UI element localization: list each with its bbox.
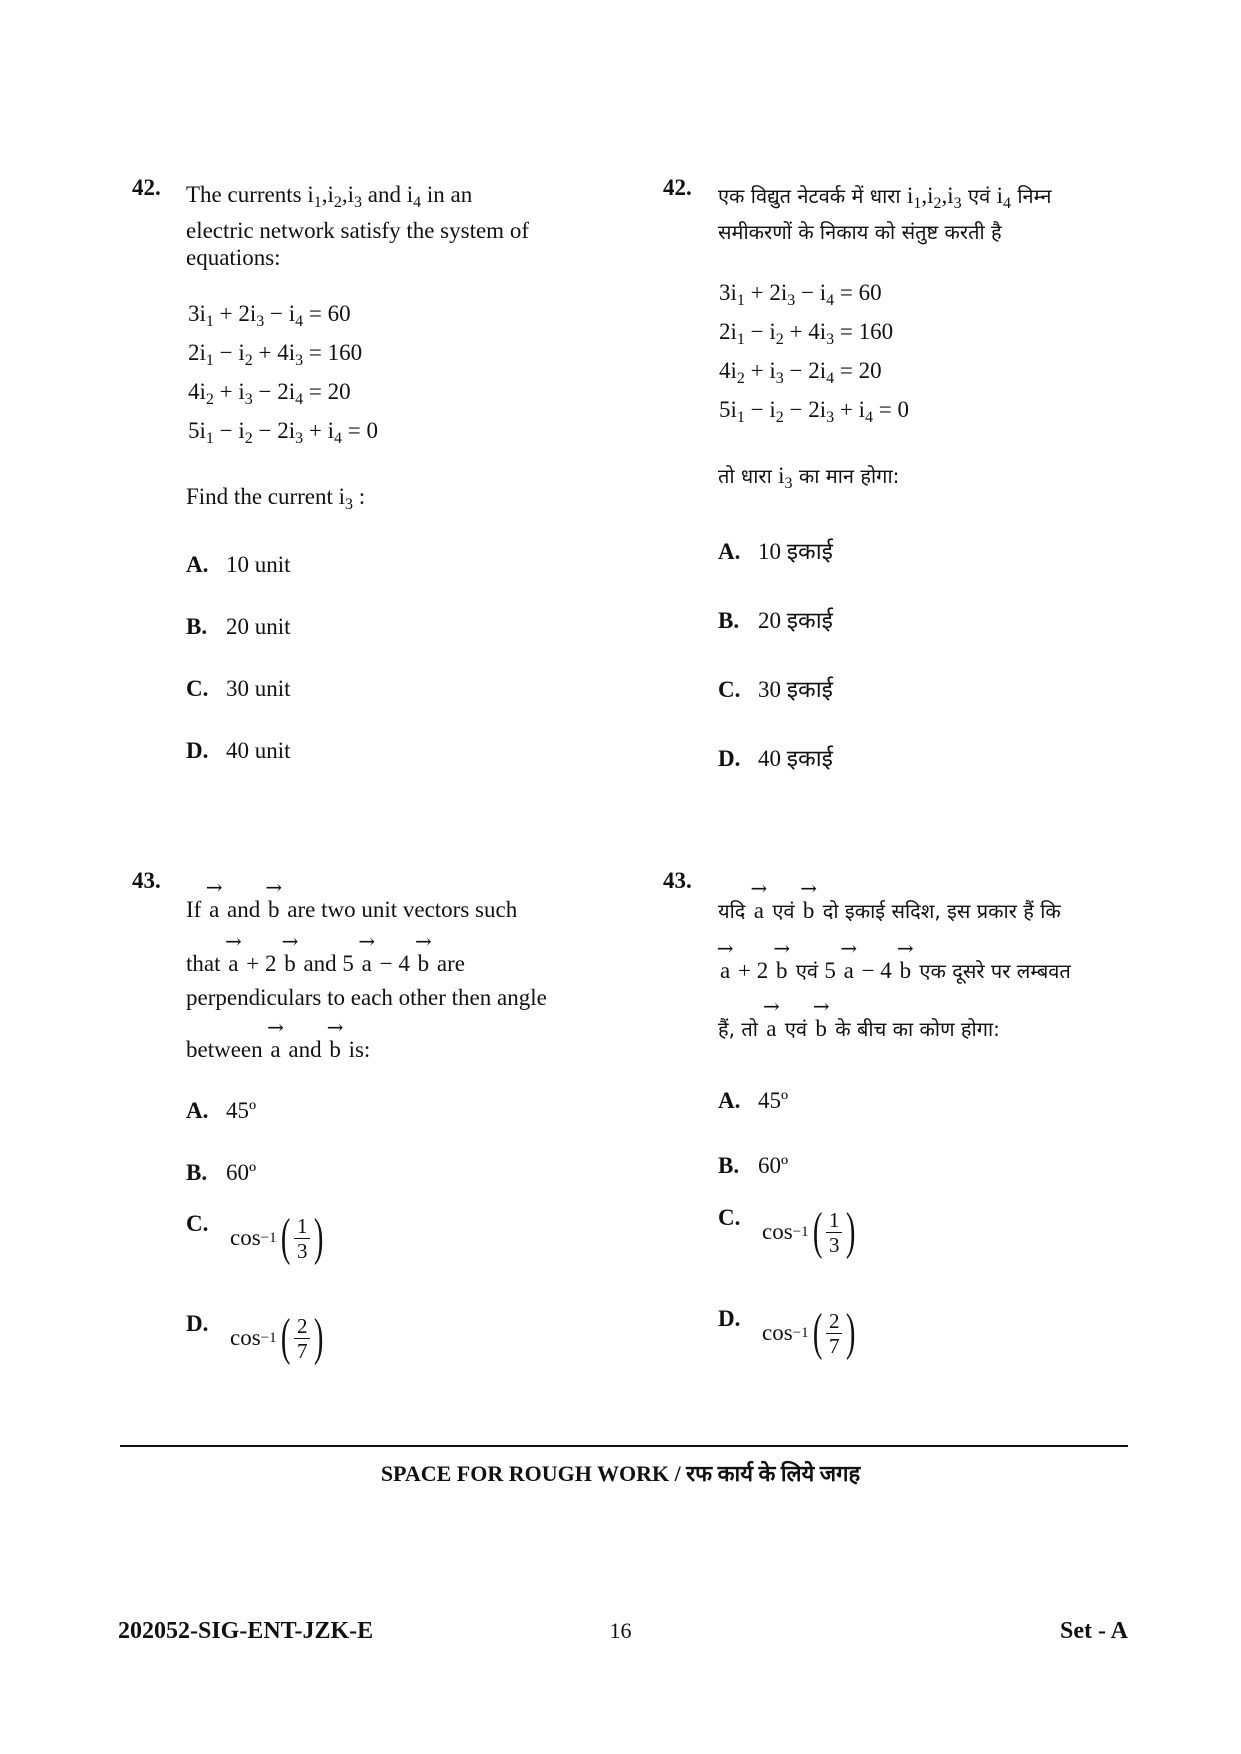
- vector-b: → b: [266, 897, 282, 923]
- equation-hi-3: $4i_2 + i_3 - 2i_4 = 20$: [719, 358, 882, 387]
- q42-option-c: C. 30 unit: [186, 676, 291, 701]
- equation-3: $4i_2 + i_3 - 2i_4 = 20$: [188, 379, 351, 408]
- footer-page-number: 16: [609, 1618, 632, 1643]
- question-42-number-hi: 42.: [663, 175, 692, 200]
- question-42-number: 42.: [132, 175, 161, 200]
- q43-option-a: A. 45º: [186, 1098, 257, 1123]
- q43-option-b: B. 60º: [186, 1160, 257, 1185]
- equation-hi-4: $5i_1 - i_2 - 2i_3 + i_4 = 0$: [719, 397, 909, 426]
- equation-4: $5i_1 - i_2 - 2i_3 + i_4 = 0$: [188, 418, 378, 447]
- equation-hi-2: $2i_1 - i_2 + 4i_3 = 160$: [719, 319, 894, 348]
- question-43-number: 43.: [132, 868, 161, 893]
- question-42-hi-find: तो धारा $i_3$ का मान होगा:: [718, 463, 900, 492]
- q43-hi-option-a: A. 45º: [718, 1088, 789, 1113]
- rough-work-divider: [120, 1445, 1128, 1447]
- question-43-stem-line2: that → a + 2 → b and 5 → a − 4 → b are: [186, 951, 465, 977]
- question-43-stem-line4: between → a and → b is:: [186, 1037, 370, 1063]
- question-42-find: Find the current $i_3$ :: [186, 484, 366, 513]
- q42-option-b: B. 20 unit: [186, 614, 291, 639]
- question-43-hi-stem-line3: हैं, तो → a एवं → b के बीच का कोण होगा:: [718, 1015, 1000, 1042]
- equation-hi-1: $3i_1 + 2i_3 - i_4 = 60$: [719, 280, 882, 309]
- q42-option-d: D. 40 unit: [186, 738, 291, 763]
- question-43-stem-line1: If → a and → b are two unit vectors such: [186, 897, 517, 923]
- q43-hi-option-c: C. cos −1 ( $\frac{1}{3}$ ): [718, 1203, 856, 1260]
- equation-1: $3i_1 + 2i_3 - i_4 = 60$: [188, 301, 351, 330]
- question-42-hi-stem-line2: समीकरणों के निकाय को संतुष्ट करती है: [718, 220, 1002, 244]
- vector-a: → a: [207, 897, 221, 923]
- question-42-hi-stem-line1: एक विद्युत नेटवर्क में धारा $i_1,i_2,i_3$ एवं $i_4$ निम्न: [718, 183, 1052, 212]
- q42-hi-option-b: B. 20 इकाई: [718, 608, 833, 633]
- q43-hi-option-d: D. cos −1 ( $\frac{2}{7}$ ): [718, 1304, 856, 1361]
- question-43-hi-stem-line1: यदि → a एवं → b दो इकाई सदिश, इस प्रकार हैं कि: [718, 897, 1061, 924]
- q42-hi-option-d: D. 40 इकाई: [718, 746, 833, 771]
- q43-hi-option-b: B. 60º: [718, 1153, 789, 1178]
- equation-2: $2i_1 - i_2 + 4i_3 = 160$: [188, 340, 363, 369]
- footer-paper-code: 202052-SIG-ENT-JZK-E: [118, 1618, 374, 1644]
- question-43-stem-line3: perpendiculars to each other then angle: [186, 985, 547, 1010]
- q43-option-d: D. cos −1 ( $\frac{2}{7}$ ): [186, 1309, 324, 1366]
- question-43-hi-stem-line2: → a + 2 → b एवं 5 → a − 4 → b एक दूसरे पर लम्बवत: [718, 957, 1071, 984]
- question-42-stem-line2: electric network satisfy the system of: [186, 218, 529, 243]
- q42-option-a: A. 10 unit: [186, 552, 291, 577]
- rough-work-label: SPACE FOR ROUGH WORK / रफ कार्य के लिये जगह: [380, 1461, 861, 1486]
- q42-hi-option-a: A. 10 इकाई: [718, 539, 833, 564]
- question-42-stem-line1: The currents $i_1,i_2,i_3$ and $i_4$ in an: [186, 182, 473, 211]
- question-42-stem-line3: equations:: [186, 245, 281, 270]
- q43-option-c: C. cos −1 ( $\frac{1}{3}$ ): [186, 1209, 324, 1266]
- footer-set: Set - A: [1060, 1618, 1128, 1644]
- question-43-number-hi: 43.: [663, 868, 692, 893]
- q42-hi-option-c: C. 30 इकाई: [718, 677, 833, 702]
